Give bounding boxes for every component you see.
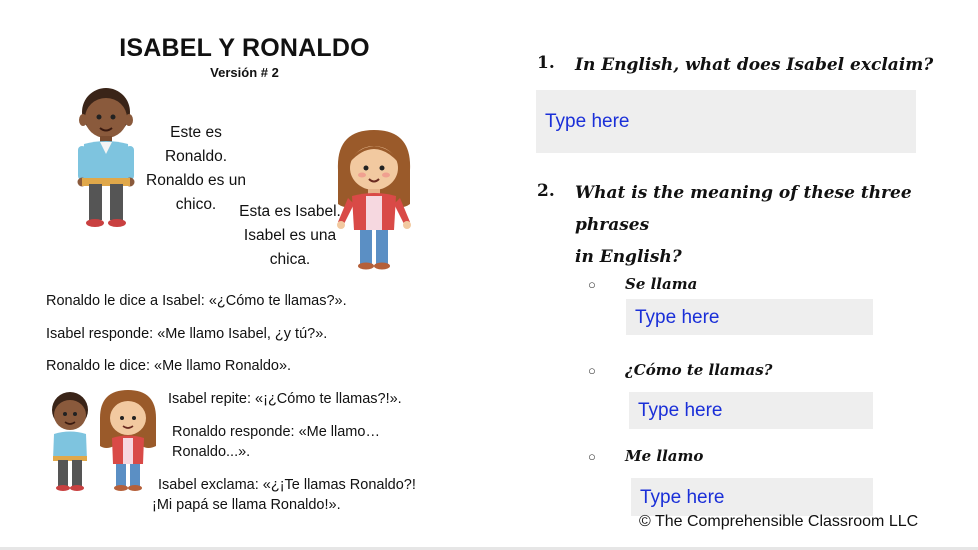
story-line: Isabel responde: «Me llamo Isabel, ¿y tú?». bbox=[46, 326, 328, 342]
question-text bbox=[575, 177, 978, 273]
ronaldo-caption-line: Este es bbox=[170, 124, 222, 141]
answer-field[interactable] bbox=[626, 299, 873, 335]
answer-field[interactable] bbox=[631, 478, 873, 516]
story-title: ISABEL Y RONALDO bbox=[119, 34, 370, 62]
story-line-part: Ronaldo responde: «Me llamo… bbox=[172, 424, 380, 440]
bullet-icon: ○ bbox=[588, 449, 596, 464]
isabel-caption-line: chica. bbox=[269, 251, 311, 268]
bullet-icon: ○ bbox=[588, 277, 596, 292]
story-line: Ronaldo le dice: «Me llamo Ronaldo». bbox=[46, 358, 292, 374]
story-subtitle: Versión # 2 bbox=[210, 65, 279, 80]
phrase-label: Me llamo bbox=[625, 447, 704, 465]
question-text-line: What is the meaning of these three phrases bbox=[575, 183, 912, 235]
isabel-caption-line: Esta es Isabel. bbox=[239, 203, 341, 220]
answer-field[interactable] bbox=[629, 392, 873, 429]
answer-placeholder: Type here bbox=[635, 307, 720, 328]
story-line-part: Ronaldo...». bbox=[172, 444, 251, 460]
ronaldo-caption-line: Ronaldo. bbox=[164, 148, 228, 165]
ronaldo-caption-line: Ronaldo es un bbox=[146, 172, 246, 189]
story-line-part: Isabel exclama: «¿¡Te llamas Ronaldo?! bbox=[158, 477, 416, 493]
copyright-notice: © The Comprehensible Classroom LLC bbox=[639, 513, 919, 530]
isabel-caption-line: Isabel es una bbox=[243, 227, 337, 244]
answer-placeholder: Type here bbox=[638, 400, 723, 421]
question-text: In English, what does Isabel exclaim? bbox=[575, 55, 934, 75]
story-line bbox=[172, 422, 380, 462]
kids-illustration bbox=[40, 388, 164, 494]
answer-placeholder: Type here bbox=[545, 111, 630, 132]
ronaldo-caption-line: chico. bbox=[175, 196, 217, 213]
bullet-icon: ○ bbox=[588, 363, 596, 378]
story-line: Isabel repite: «¡¿Cómo te llamas?!». bbox=[168, 391, 402, 407]
phrase-label: ¿Cómo te llamas? bbox=[625, 361, 773, 379]
question-text-line: in English? bbox=[575, 247, 682, 267]
answer-placeholder: Type here bbox=[640, 487, 725, 508]
isabel-caption bbox=[232, 200, 348, 272]
phrase-label: Se llama bbox=[625, 275, 698, 293]
story-line-part: ¡Mi papá se llama Ronaldo!». bbox=[152, 497, 341, 513]
question-number: 1. bbox=[537, 53, 555, 73]
story-line: Ronaldo le dice a Isabel: «¿Cómo te llamas?». bbox=[46, 293, 347, 309]
story-line bbox=[152, 475, 416, 515]
question-number: 2. bbox=[537, 181, 555, 201]
answer-field[interactable] bbox=[536, 90, 916, 153]
ronaldo-illustration bbox=[72, 84, 140, 230]
